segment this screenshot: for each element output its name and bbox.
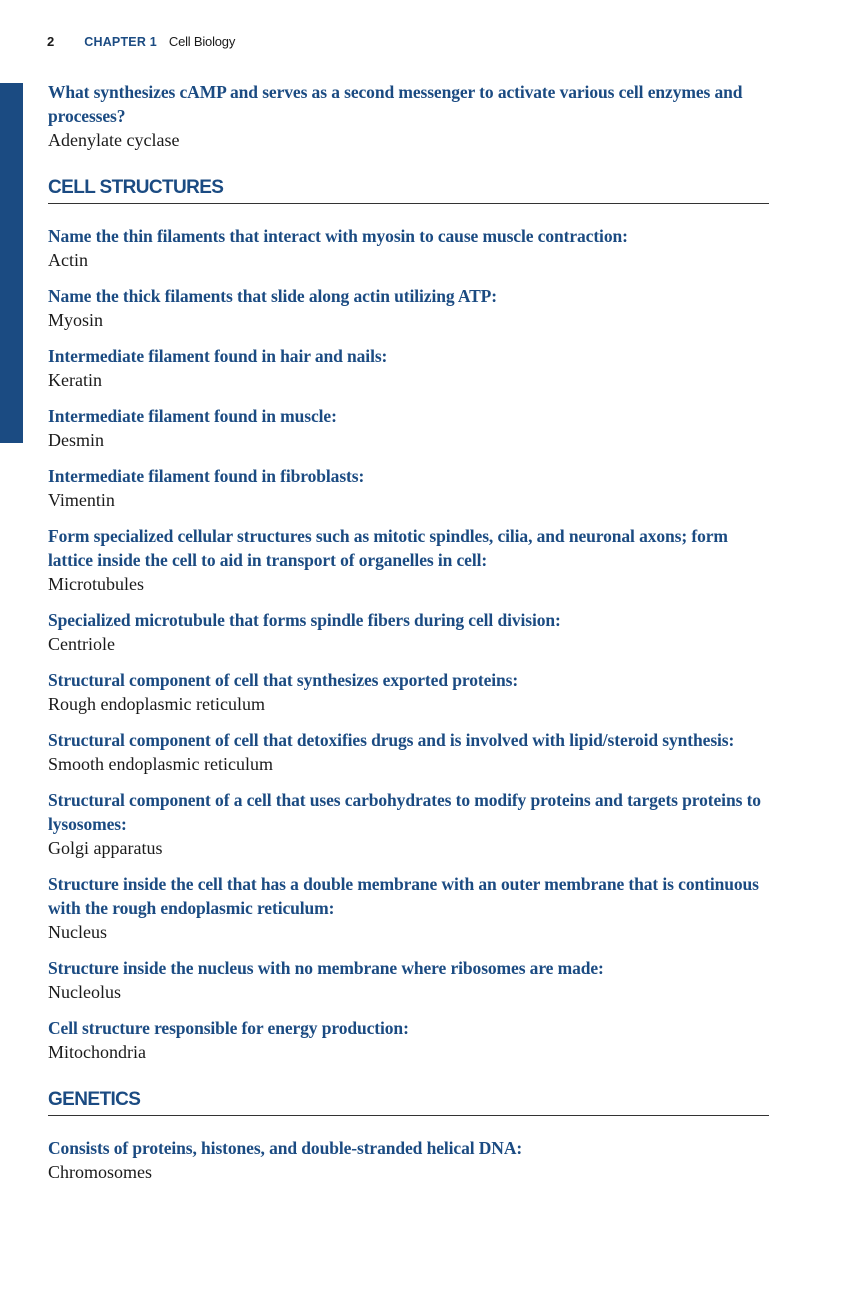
answer: Mitochondria	[48, 1042, 146, 1062]
chapter-side-tab	[0, 83, 23, 443]
qa-item	[48, 464, 769, 512]
question: Name the thin filaments that interact with myosin to cause muscle contraction:	[48, 226, 628, 246]
answer: Golgi apparatus	[48, 838, 163, 858]
section-heading-genetics: GENETICS	[48, 1088, 769, 1116]
answer: Nucleolus	[48, 982, 121, 1002]
question: Structural component of cell that synthesizes exported proteins:	[48, 670, 519, 690]
question: Consists of proteins, histones, and double-stranded helical DNA:	[48, 1138, 523, 1158]
qa-item	[48, 344, 769, 392]
question: Structure inside the cell that has a double membrane with an outer membrane that is continuous with the rough endoplasmic reticulum:	[48, 874, 759, 918]
qa-item	[48, 728, 769, 776]
running-head	[47, 34, 235, 52]
answer: Centriole	[48, 634, 115, 654]
section-heading-cell-structures: CELL STRUCTURES	[48, 176, 769, 204]
question: Form specialized cellular structures such as mitotic spindles, cilia, and neuronal axons; form lattice inside the cell to aid in transport of organelles in cell:	[48, 526, 728, 570]
answer: Myosin	[48, 310, 104, 330]
page-content	[48, 80, 769, 1196]
qa-item	[48, 80, 769, 152]
question: Structure inside the nucleus with no membrane where ribosomes are made:	[48, 958, 604, 978]
qa-item	[48, 1016, 769, 1064]
question: Intermediate filament found in hair and nails:	[48, 346, 388, 366]
qa-item	[48, 1136, 769, 1184]
question: Intermediate filament found in fibroblasts:	[48, 466, 365, 486]
answer: Actin	[48, 250, 88, 270]
question: Specialized microtubule that forms spindle fibers during cell division:	[48, 610, 561, 630]
answer: Rough endoplasmic reticulum	[48, 694, 265, 714]
qa-item	[48, 608, 769, 656]
qa-item	[48, 872, 769, 944]
qa-item	[48, 668, 769, 716]
chapter-label: CHAPTER 1	[84, 35, 157, 49]
answer: Adenylate cyclase	[48, 130, 180, 150]
qa-item	[48, 788, 769, 860]
qa-item	[48, 404, 769, 452]
answer: Keratin	[48, 370, 102, 390]
answer: Vimentin	[48, 490, 115, 510]
chapter-title: Cell Biology	[168, 34, 236, 49]
question: What synthesizes cAMP and serves as a second messenger to activate various cell enzymes and processes?	[48, 82, 743, 126]
answer: Smooth endoplasmic reticulum	[48, 754, 273, 774]
answer: Chromosomes	[48, 1162, 153, 1182]
question: Structural component of cell that detoxifies drugs and is involved with lipid/steroid synthesis:	[48, 730, 735, 750]
question: Structural component of a cell that uses carbohydrates to modify proteins and targets proteins to lysosomes:	[48, 790, 761, 834]
answer: Desmin	[48, 430, 104, 450]
answer: Nucleus	[48, 922, 107, 942]
qa-item	[48, 224, 769, 272]
question: Intermediate filament found in muscle:	[48, 406, 337, 426]
question: Cell structure responsible for energy production:	[48, 1018, 409, 1038]
qa-item	[48, 284, 769, 332]
question: Name the thick filaments that slide along actin utilizing ATP:	[48, 286, 497, 306]
qa-item	[48, 956, 769, 1004]
page-number: 2	[47, 34, 55, 49]
answer: Microtubules	[48, 574, 144, 594]
qa-item	[48, 524, 769, 596]
